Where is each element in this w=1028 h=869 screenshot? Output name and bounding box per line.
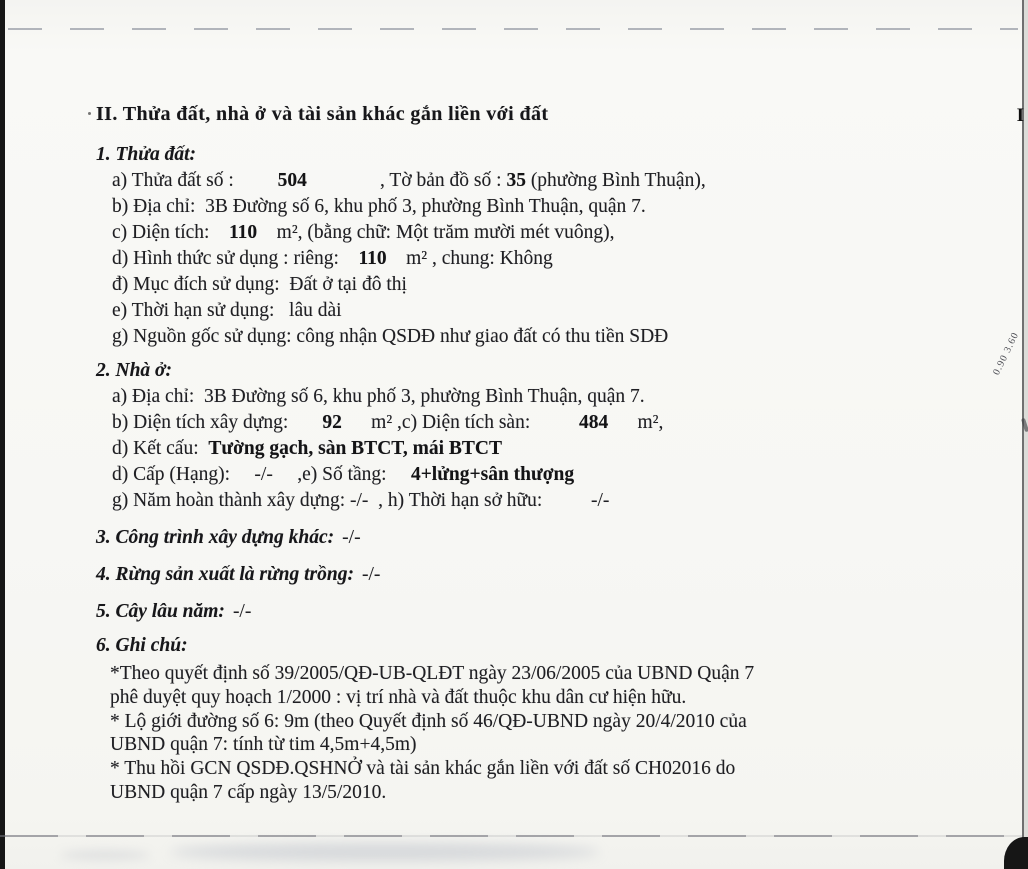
text-segment: a) Thửa đất số :	[112, 170, 278, 191]
document-line	[96, 246, 976, 272]
document-line	[96, 384, 976, 410]
note-line: phê duyệt quy hoạch 1/2000 : vị trí nhà và đất thuộc khu dân cư hiện hữu.	[110, 686, 687, 708]
text-segment: d) Cấp (Hạng): -/- ,e) Số tầng:	[112, 464, 411, 485]
document-sections	[96, 142, 976, 805]
document-line	[96, 194, 976, 220]
note-line: * Lộ giới đường số 6: 9m (theo Quyết định số 46/QĐ-UBND ngày 20/4/2010 của	[110, 710, 747, 732]
note-line: * Thu hồi GCN QSDĐ.QSHNỞ và tài sản khác gắn liền với đất số CH02016 do	[110, 758, 736, 780]
text-segment: b) Địa chỉ: 3B Đường số 6, khu phố 3, phường Bình Thuận, quận 7.	[112, 196, 646, 217]
document-section	[96, 525, 976, 551]
document-line	[96, 488, 976, 514]
section-heading: 2. Nhà ở:	[96, 360, 173, 381]
scan-smudge	[170, 843, 600, 861]
document-line	[96, 168, 976, 194]
document-section	[96, 633, 976, 805]
document-body	[96, 102, 976, 805]
document-line	[96, 324, 976, 350]
note-line: *Theo quyết định số 39/2005/QĐ-UB-QLĐT ngày 23/06/2005 của UBND Quận 7	[110, 663, 755, 684]
scan-speck	[88, 112, 91, 115]
text-segment: 110	[228, 222, 258, 243]
cut-off-edge-character: I	[1016, 105, 1024, 126]
scan-corner-shadow	[1004, 837, 1028, 869]
text-segment: 484	[579, 412, 609, 433]
text-segment: d) Kết cấu:	[112, 438, 209, 459]
document-title: II. Thửa đất, nhà ở và tài sản khác gắn liền với đất	[96, 103, 549, 125]
document-line	[96, 436, 976, 462]
scan-smudge	[60, 850, 150, 860]
document-section	[96, 599, 976, 625]
text-segment: m²,	[608, 412, 664, 433]
document-line	[96, 298, 976, 324]
text-segment: 35	[506, 170, 526, 191]
section-heading: 4. Rừng sản xuất là rừng trồng:	[96, 564, 354, 585]
section-heading: 6. Ghi chú:	[96, 635, 188, 656]
rotated-margin-measurement-note: 0.90 3.60	[991, 330, 1022, 377]
text-segment: b) Diện tích xây dựng:	[112, 412, 323, 433]
section-heading-row	[96, 599, 976, 625]
document-line	[96, 272, 976, 298]
text-segment: m², (bằng chữ: Một trăm mười mét vuông),	[257, 222, 615, 243]
text-segment: 110	[358, 248, 387, 269]
document-line	[96, 410, 976, 436]
section-value: -/-	[362, 564, 381, 585]
scan-left-edge-bar	[0, 0, 5, 869]
section-heading: 5. Cây lâu năm:	[96, 601, 225, 622]
section-heading-row	[96, 525, 976, 551]
text-segment: g) Năm hoàn thành xây dựng: -/- , h) Thời hạn sở hữu: -/-	[112, 490, 610, 511]
scan-right-edge-paper	[1024, 0, 1028, 869]
text-segment: g) Nguồn gốc sử dụng: công nhận QSDĐ như giao đất có thu tiền SDĐ	[112, 326, 669, 347]
text-segment: đ) Mục đích sử dụng: Đất ở tại đô thị	[112, 274, 407, 295]
text-segment: e) Thời hạn sử dụng: lâu dài	[112, 300, 342, 321]
note-line: UBND quận 7 cấp ngày 13/5/2010.	[110, 781, 387, 803]
text-segment: 4+lửng+sân thượng	[410, 464, 575, 485]
text-segment: 92	[322, 412, 342, 433]
note-line: UBND quận 7: tính từ tim 4,5m+4,5m)	[110, 734, 417, 756]
section-heading: 1. Thửa đất:	[96, 144, 196, 165]
text-segment: m² , chung: Không	[386, 248, 553, 269]
scan-bottom-line-artifact	[0, 835, 1022, 837]
section-heading-row	[96, 562, 976, 588]
text-segment: c) Diện tích:	[112, 222, 229, 243]
text-segment: d) Hình thức sử dụng : riêng:	[112, 248, 359, 269]
text-segment: (phường Bình Thuận),	[525, 170, 706, 191]
section-heading: 3. Công trình xây dựng khác:	[96, 527, 335, 548]
document-section	[96, 142, 976, 350]
notes-block	[96, 662, 976, 805]
document-line	[96, 462, 976, 488]
text-segment: a) Địa chỉ: 3B Đường số 6, khu phố 3, phường Bình Thuận, quận 7.	[112, 386, 645, 407]
section-heading-row	[96, 142, 976, 168]
scan-right-edge-line	[1022, 0, 1024, 869]
document-section	[96, 562, 976, 588]
section-value: -/-	[342, 527, 361, 548]
text-segment: , Tờ bản đồ số :	[306, 170, 507, 191]
section-value: -/-	[232, 601, 252, 622]
section-heading-row	[96, 358, 976, 384]
scan-top-line-artifact	[8, 28, 1018, 30]
text-segment: m² ,c) Diện tích sàn:	[341, 412, 580, 433]
text-segment: Tường gạch, sàn BTCT, mái BTCT	[208, 438, 502, 459]
document-section	[96, 358, 976, 514]
text-segment: 504	[277, 170, 307, 191]
section-heading-row	[96, 633, 976, 659]
document-line	[96, 220, 976, 246]
